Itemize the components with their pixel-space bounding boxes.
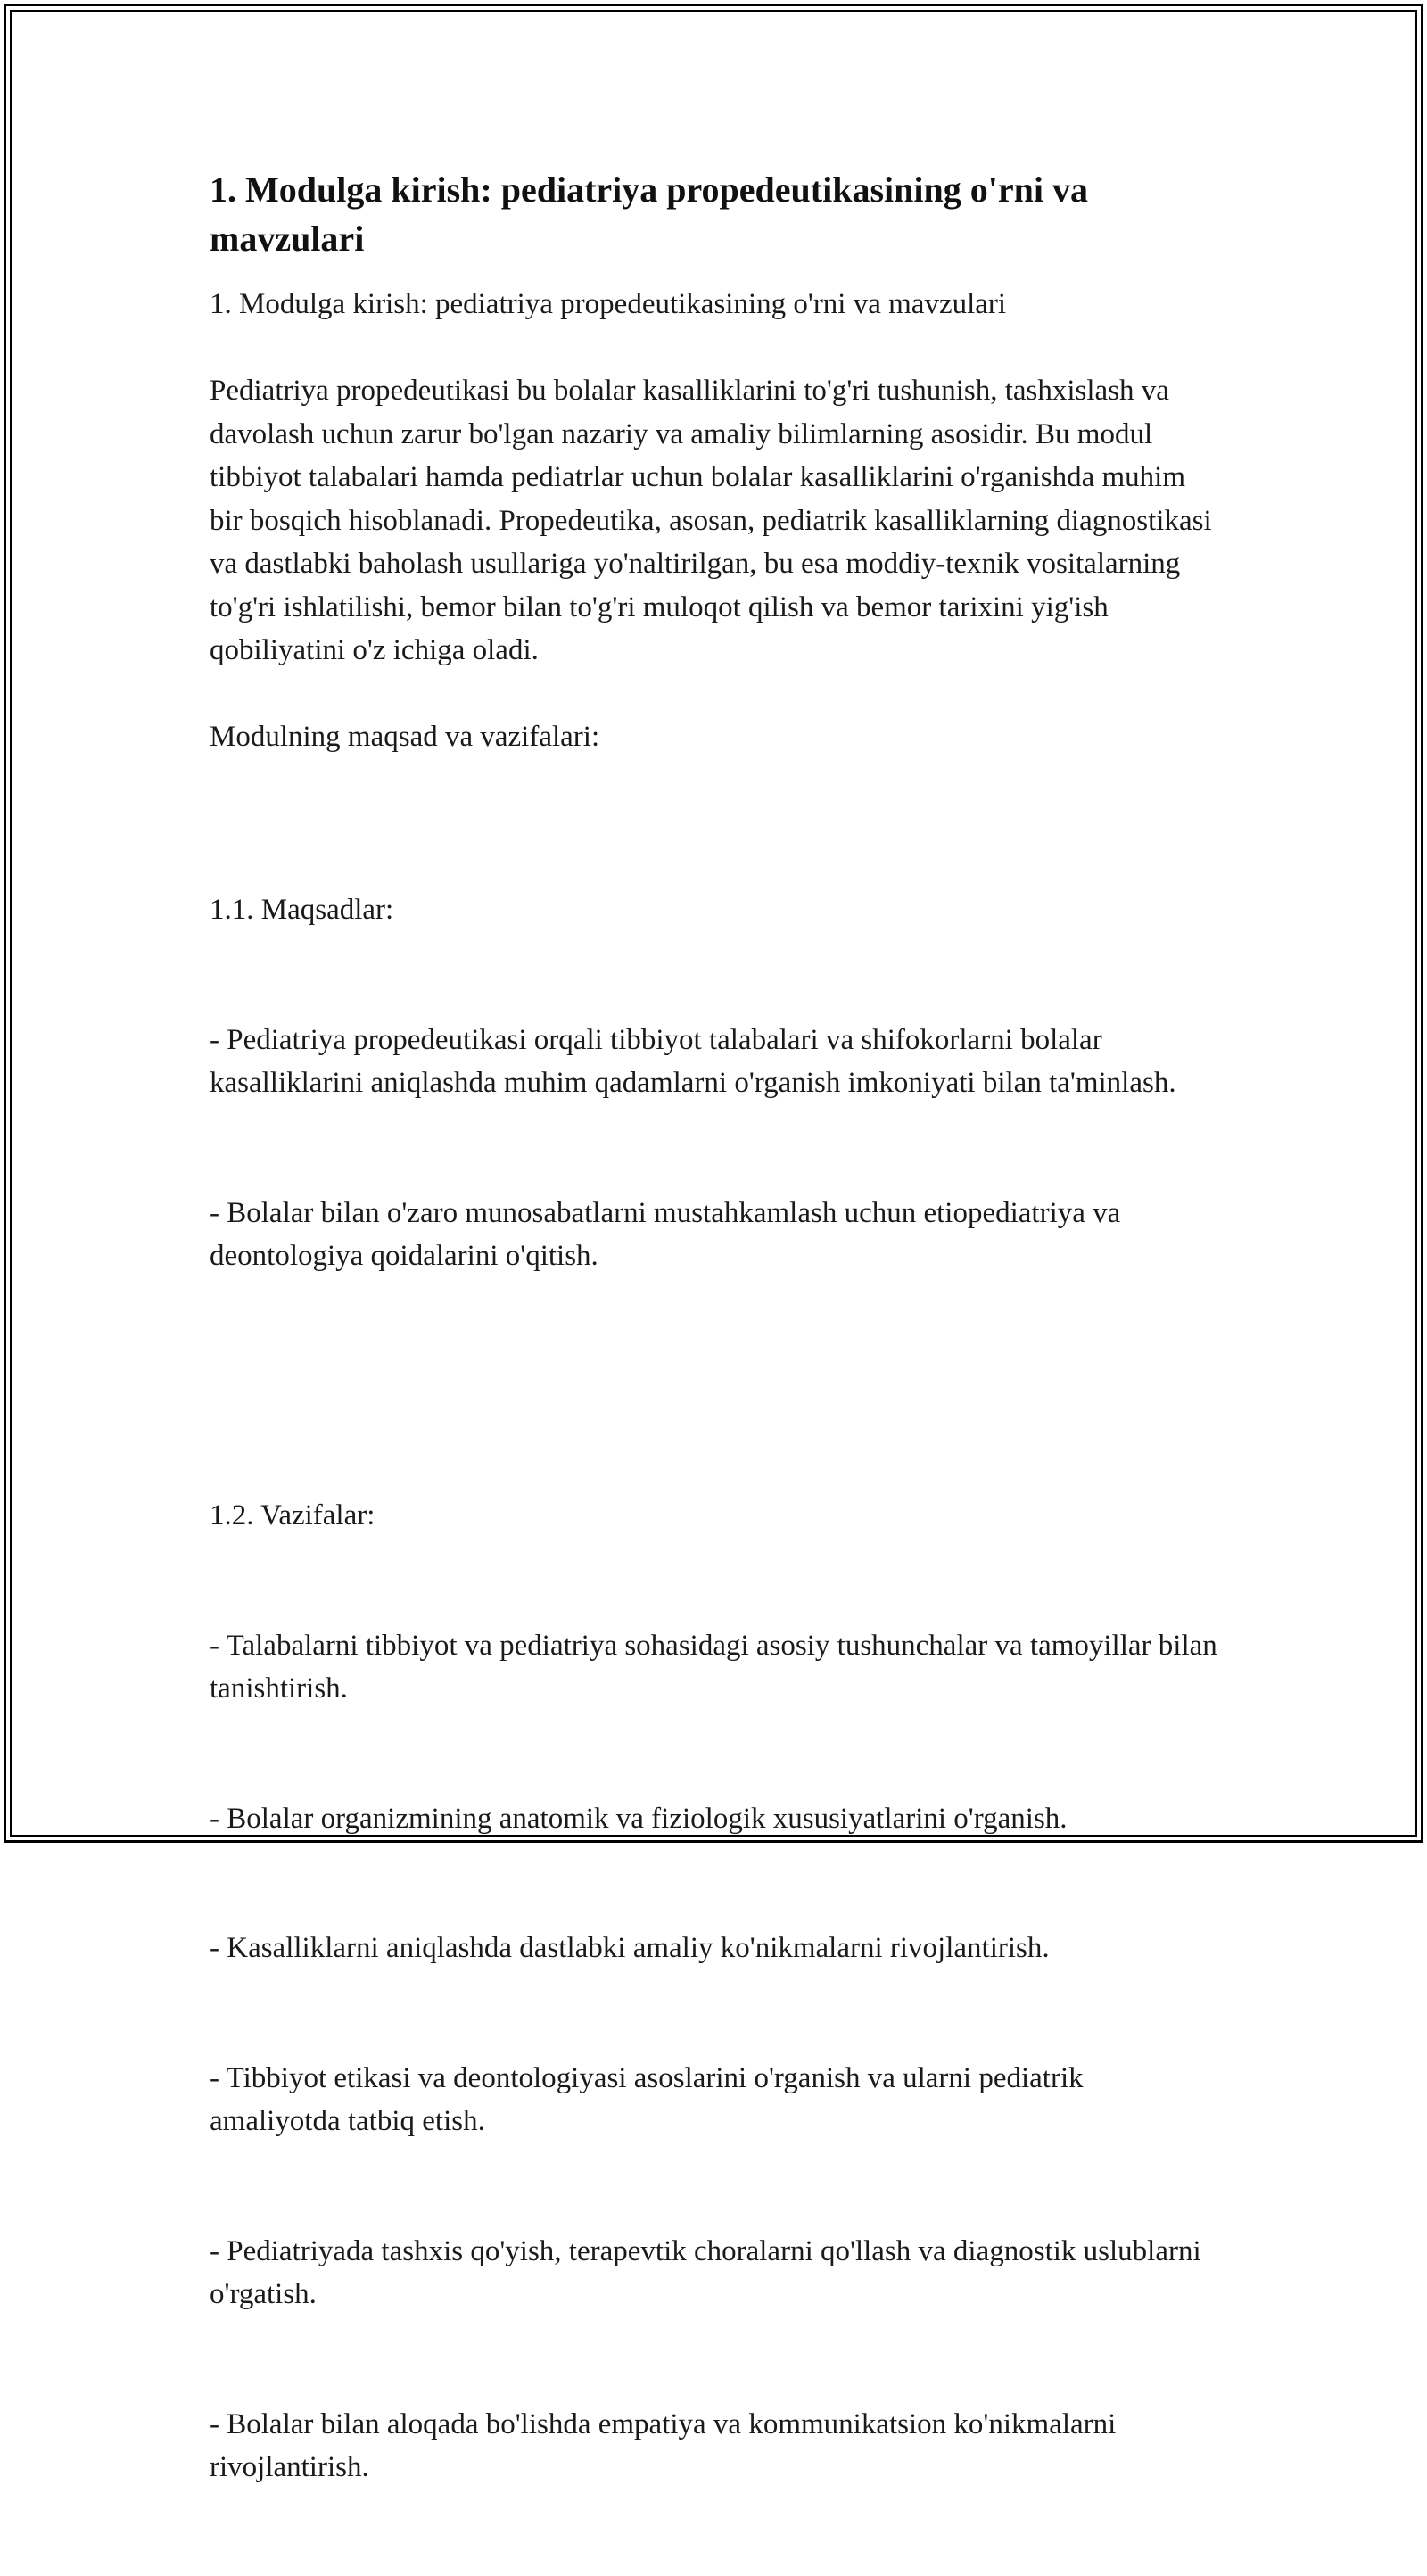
objectives-heading: 1.1. Maqsadlar: [210, 894, 394, 926]
tasks-heading: 1.2. Vazifalar: [210, 1499, 375, 1532]
task-item: - Tibbiyot etikasi va deontologiyasi asoslarini o'rganish va ularni pediatrik amaliyotda tatbiq etish. [210, 2061, 1091, 2137]
task-item: - Talabalarni tibbiyot va pediatriya sohasidagi asosiy tushunchalar va tamoyillar bilan tanishtirish. [210, 1629, 1225, 1705]
tasks-section [210, 1408, 1225, 2576]
objective-item: - Pediatriya propedeutikasi orqali tibbiyot talabalari va shifokorlarni bolalar kasalliklarini aniqlashda muhim qadamlarni o'rganish imkoniyati bilan ta'minlash. [210, 1023, 1176, 1099]
task-item: - Kasalliklarni aniqlashda dastlabki amaliy ko'nikmalarni rivojlantirish. [210, 1932, 1050, 1964]
objective-item: - Bolalar bilan o'zaro munosabatlarni mustahkamlash uchun etiopediatriya va deontologiya qoidalarini o'qitish. [210, 1196, 1128, 1272]
task-item: - Bolalar organizmining anatomik va fiziologik xususiyatlarini o'rganish. [210, 1802, 1068, 1835]
document-subtitle: 1. Modulga kirish: pediatriya propedeutikasining o'rni va mavzulari [210, 288, 1007, 320]
objectives-section [210, 802, 1217, 1365]
task-item: - Pediatriyada tashxis qo'yish, terapevtik choralarni qo'llash va diagnostik uslublarni o'rgatish. [210, 2234, 1208, 2310]
goals-heading: Modulning maqsad va vazifalari: [210, 721, 600, 753]
task-item: - Bolalar bilan aloqada bo'lishda empatiya va kommunikatsion ko'nikmalarni rivojlantirish. [210, 2407, 1124, 2483]
intro-paragraph: Pediatriya propedeutikasi bu bolalar kasalliklarini to'g'ri tushunish, tashxislash va davolash uchun zarur bo'lgan nazariy va amaliy bilimlarning asosidir. Bu modul tibbiyot talabalari hamda pediatrlar uchun bolalar kasalliklarini o'rganishda muhim bir bosqich hisoblanadi. Propedeutika, asosan, pediatrik kasalliklarning diagnostikasi va dastlabki baholash usullariga yo'naltirilgan, bu esa moddiy-texnik vositalarning to'g'ri ishlatilishi, bemor bilan to'g'ri muloqot qilish va bemor tarixini yig'ish qobiliyatini o'z ichiga oladi. [210, 375, 1219, 666]
document-title: 1. Modulga kirish: pediatriya propedeutikasining o'rni va mavzulari [210, 169, 1088, 259]
document-body [210, 165, 1225, 2576]
